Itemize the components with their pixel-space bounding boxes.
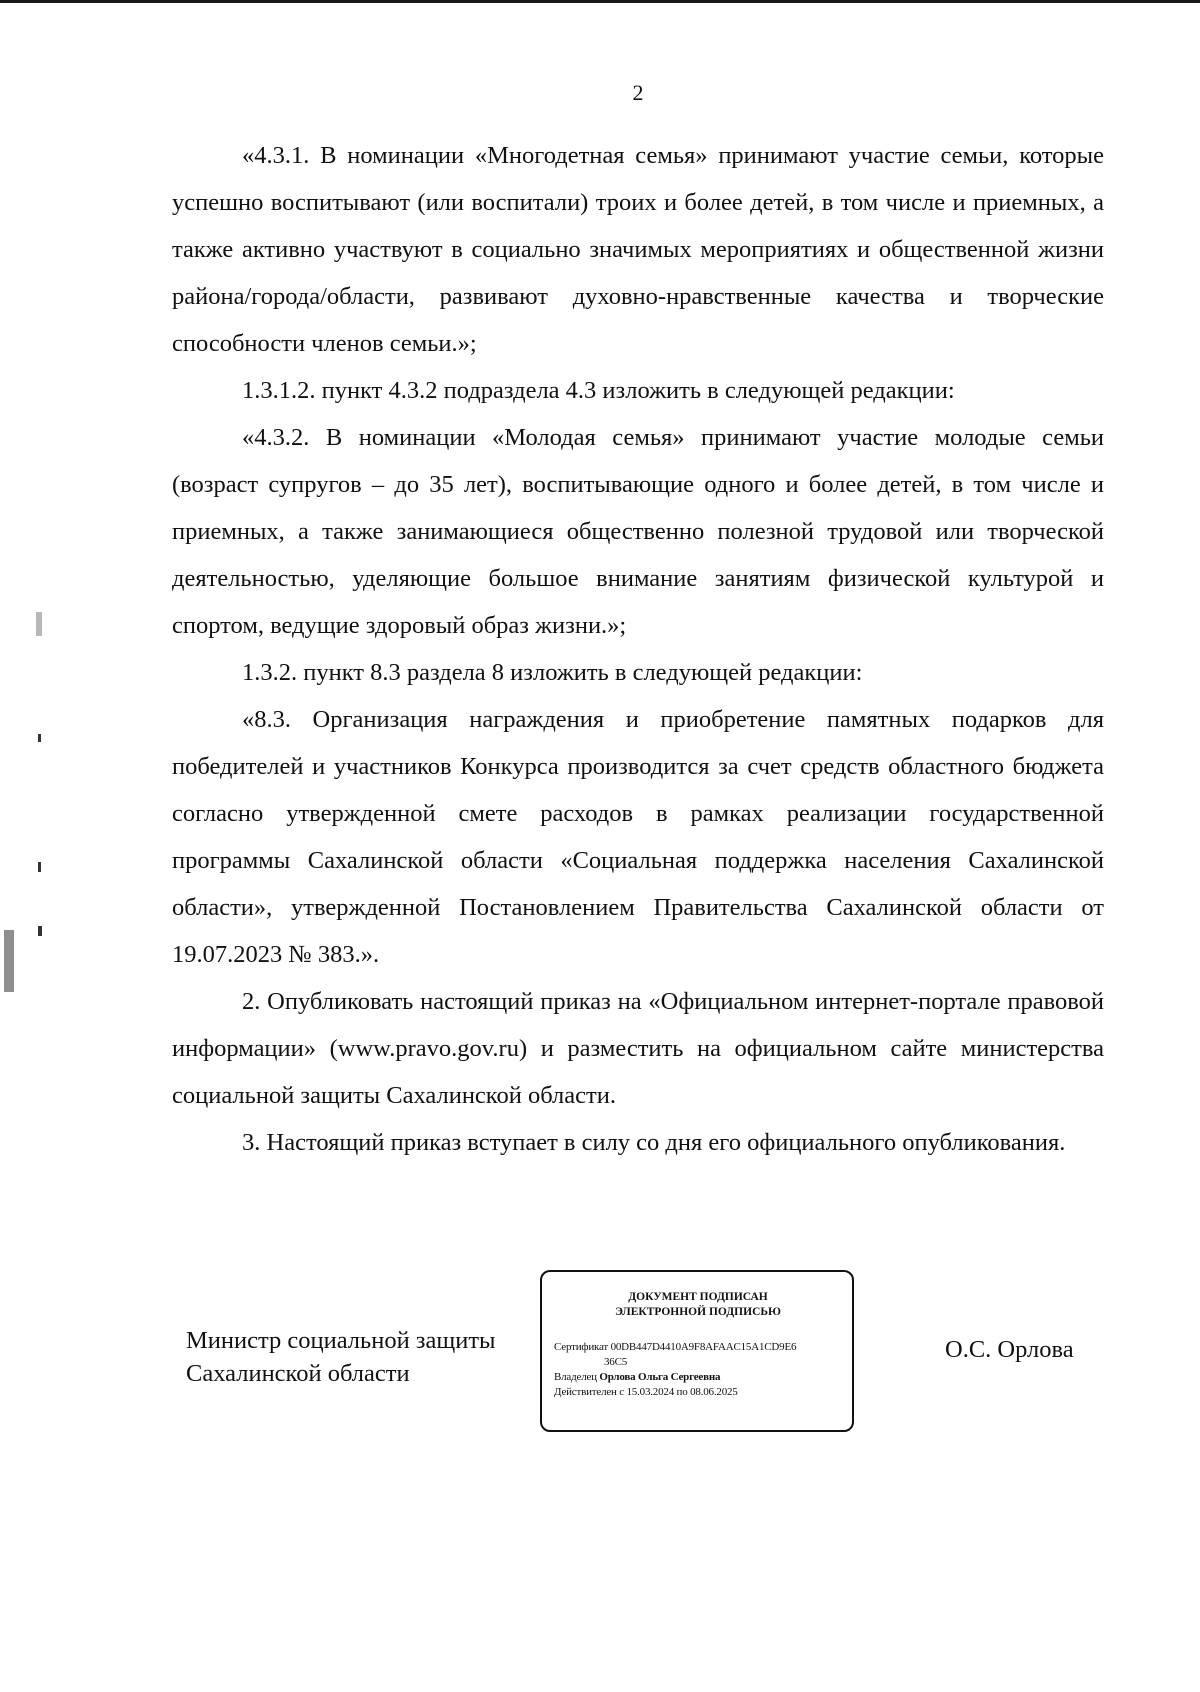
signature-block — [0, 1270, 1200, 1440]
document-body — [172, 132, 1104, 1166]
page-number: 2 — [632, 80, 644, 105]
scan-top-edge — [0, 0, 1200, 3]
signer-name: О.С. Орлова — [945, 1336, 1074, 1363]
scan-speck — [36, 612, 42, 636]
stamp-header-line1: ДОКУМЕНТ ПОДПИСАН — [628, 1291, 768, 1303]
scan-speck — [38, 926, 42, 936]
stamp-certificate-continuation: 36C5 — [604, 1356, 628, 1368]
stamp-header-line2: ЭЛЕКТРОННОЙ ПОДПИСЬЮ — [615, 1306, 781, 1318]
signer-position-line2: Сахалинской области — [186, 1360, 410, 1387]
stamp-owner-label: Владелец — [554, 1371, 597, 1383]
stamp-certificate — [554, 1340, 842, 1355]
stamp-owner — [554, 1370, 842, 1385]
paragraph-1-3-2: 1.3.2. пункт 8.3 раздела 8 изложить в следующей редакции: — [242, 659, 863, 686]
scan-speck — [38, 862, 41, 872]
scan-speck — [38, 734, 41, 742]
paragraph-8-3: «8.3. Организация награждения и приобретение памятных подарков для победителей и участников Конкурса производится за счет средств областного бюджета согласно утвержденной смете расходов в рамках реализации государственной программы Сахалинской области «Социальная поддержка населения Сахалинской области», утвержденной Постановлением Правительства Сахалинской области от 19.07.2023 № 383.». — [172, 706, 1104, 968]
paragraph-4-3-1: «4.3.1. В номинации «Многодетная семья» принимают участие семьи, которые успешно воспитывают (или воспитали) троих и более детей, в том числе и приемных, а также активно участвуют в социально значимых мероприятиях и общественной жизни района/города/области, развивают духовно-нравственные качества и творческие способности членов семьи.»; — [172, 142, 1104, 357]
stamp-validity: Действителен с 15.03.2024 по 08.06.2025 — [554, 1386, 738, 1398]
scan-speck — [4, 930, 14, 992]
stamp-owner-value: Орлова Ольга Сергеевна — [599, 1371, 721, 1383]
electronic-signature-stamp — [540, 1270, 854, 1432]
paragraph-1-3-1-2: 1.3.1.2. пункт 4.3.2 подраздела 4.3 изложить в следующей редакции: — [242, 377, 955, 404]
stamp-certificate-value: 00DB447D4410A9F8AFAAC15A1CD9E6 — [610, 1341, 797, 1353]
paragraph-3-effective: 3. Настоящий приказ вступает в силу со дня его официального опубликования. — [242, 1129, 1066, 1156]
signer-position-line1: Министр социальной защиты — [186, 1327, 496, 1354]
stamp-certificate-label: Сертификат — [554, 1341, 608, 1353]
signer-position — [186, 1324, 546, 1390]
paragraph-4-3-2: «4.3.2. В номинации «Молодая семья» принимают участие молодые семьи (возраст супругов – до 35 лет), воспитывающие одного и более детей, в том числе и приемных, а также занимающиеся общественно полезной трудовой или творческой деятельностью, уделяющие большое внимание занятиям физической культурой и спортом, ведущие здоровый образ жизни.»; — [172, 424, 1104, 639]
paragraph-2-publish: 2. Опубликовать настоящий приказ на «Официальном интернет-портале правовой информации» (www.pravo.gov.ru) и разместить на официальном сайте министерства социальной защиты Сахалинской области. — [172, 988, 1104, 1109]
